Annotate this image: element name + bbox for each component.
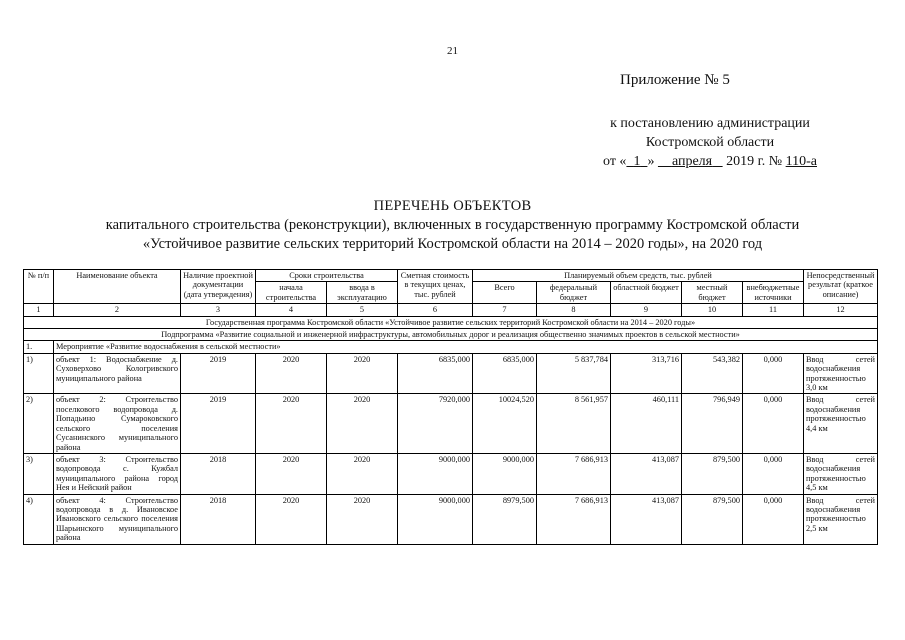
col-number: 7 bbox=[473, 304, 537, 316]
total-funds: 10024,520 bbox=[473, 394, 537, 453]
regional-budget: 413,087 bbox=[611, 494, 682, 544]
decree-day-value: 1 bbox=[633, 154, 641, 169]
table-row bbox=[24, 394, 878, 453]
decree-date-line bbox=[560, 152, 860, 171]
col-number: 12 bbox=[804, 304, 878, 316]
direct-result: Ввод сетей водоснабжения протяженностью 4,4 км bbox=[804, 394, 878, 453]
header-start: начала строительства bbox=[256, 282, 327, 304]
col-number: 1 bbox=[24, 304, 54, 316]
title-line-3: «Устойчивое развитие сельских территорий Костромской области на 2014 – 2020 годы», на 2020 год bbox=[142, 236, 763, 252]
date-prefix: от « bbox=[603, 154, 627, 169]
construction-start: 2020 bbox=[256, 453, 327, 494]
appendix-label: Приложение № 5 bbox=[620, 72, 730, 88]
estimated-cost: 6835,000 bbox=[398, 353, 473, 394]
title-line-2: капитального строительства (реконструкции), включенных в государственную программу Костромской области bbox=[105, 217, 800, 233]
date-mid: » bbox=[647, 154, 655, 169]
col-number: 5 bbox=[327, 304, 398, 316]
header-local: местный бюджет bbox=[682, 282, 743, 304]
total-funds: 8979,500 bbox=[473, 494, 537, 544]
commissioning-year: 2020 bbox=[327, 453, 398, 494]
object-name: объект 1: Водоснабжение д. Суховерхово Кологривского муниципального района bbox=[54, 353, 181, 394]
header-extra: внебюджетные источники bbox=[743, 282, 804, 304]
construction-start: 2020 bbox=[256, 394, 327, 453]
row-number: 4) bbox=[24, 494, 54, 544]
document-title bbox=[40, 197, 865, 254]
object-name: объект 3: Строительство водопровода с. Кужбал муниципального района город Нея и Нейский район bbox=[54, 453, 181, 494]
subprogram-title: Подпрограмма «Развитие социальной и инженерной инфраструктуры, автомобильных дорог и реализация общественно значимых проектов в сельской местности» bbox=[24, 329, 878, 341]
local-budget: 879,500 bbox=[682, 494, 743, 544]
decree-line-1: к постановлению администрации bbox=[610, 116, 810, 131]
object-name: объект 2: Строительство поселкового водопровода д. Попадьино Сумароковского сельского поселения Сусанинского муниципального района bbox=[54, 394, 181, 453]
header-total: Всего bbox=[473, 282, 537, 304]
header-result: Непосредственный результат (краткое описание) bbox=[804, 270, 878, 304]
object-rows bbox=[24, 353, 878, 544]
col-number: 11 bbox=[743, 304, 804, 316]
header-num: № п/п bbox=[24, 270, 54, 304]
federal-budget: 7 686,913 bbox=[537, 494, 611, 544]
header-planned: Планируемый объем средств, тыс. рублей bbox=[473, 270, 804, 282]
objects-table bbox=[23, 269, 878, 545]
col-number: 2 bbox=[54, 304, 181, 316]
decree-reference bbox=[560, 114, 860, 171]
total-funds: 6835,000 bbox=[473, 353, 537, 394]
col-number: 10 bbox=[682, 304, 743, 316]
header-name: Наименование объекта bbox=[54, 270, 181, 304]
local-budget: 796,949 bbox=[682, 394, 743, 453]
total-funds: 9000,000 bbox=[473, 453, 537, 494]
col-number: 8 bbox=[537, 304, 611, 316]
object-name: объект 4: Строительство водопровода в д. Ивановское Ивановского сельского поселения Шарьинского муниципального района bbox=[54, 494, 181, 544]
commissioning-year: 2020 bbox=[327, 394, 398, 453]
title-line-1: ПЕРЕЧЕНЬ ОБЪЕКТОВ bbox=[373, 198, 532, 214]
col-number: 4 bbox=[256, 304, 327, 316]
regional-budget: 313,716 bbox=[611, 353, 682, 394]
table-row bbox=[24, 453, 878, 494]
project-docs-date: 2018 bbox=[181, 453, 256, 494]
measure-title: Мероприятие «Развитие водоснабжения в сельской местности» bbox=[54, 341, 878, 353]
header-commission: ввода в эксплуатацию bbox=[327, 282, 398, 304]
decree-month bbox=[658, 154, 723, 169]
program-row bbox=[24, 316, 878, 328]
local-budget: 879,500 bbox=[682, 453, 743, 494]
col-number: 9 bbox=[611, 304, 682, 316]
direct-result: Ввод сетей водоснабжения протяженностью 3,0 км bbox=[804, 353, 878, 394]
header-docs: Наличие проектной документации (дата утверждения) bbox=[181, 270, 256, 304]
federal-budget: 5 837,784 bbox=[537, 353, 611, 394]
estimated-cost: 9000,000 bbox=[398, 494, 473, 544]
header-row-1 bbox=[24, 270, 878, 282]
federal-budget: 8 561,957 bbox=[537, 394, 611, 453]
decree-month-value: апреля bbox=[671, 154, 713, 169]
col-number: 3 bbox=[181, 304, 256, 316]
decree-line-2: Костромской области bbox=[645, 135, 775, 150]
federal-budget: 7 686,913 bbox=[537, 453, 611, 494]
extrabudgetary-funds: 0,000 bbox=[743, 394, 804, 453]
extrabudgetary-funds: 0,000 bbox=[743, 494, 804, 544]
estimated-cost: 7920,000 bbox=[398, 394, 473, 453]
header-regional: областной бюджет bbox=[611, 282, 682, 304]
measure-number: 1. bbox=[24, 341, 54, 353]
estimated-cost: 9000,000 bbox=[398, 453, 473, 494]
header-federal: федеральный бюджет bbox=[537, 282, 611, 304]
row-number: 1) bbox=[24, 353, 54, 394]
direct-result: Ввод сетей водоснабжения протяженностью 4,5 км bbox=[804, 453, 878, 494]
regional-budget: 460,111 bbox=[611, 394, 682, 453]
decree-year: 2019 г. № bbox=[726, 154, 783, 169]
page-number: 21 bbox=[447, 45, 458, 57]
column-numbers-row bbox=[24, 304, 878, 316]
project-docs-date: 2019 bbox=[181, 394, 256, 453]
table-row bbox=[24, 353, 878, 394]
local-budget: 543,382 bbox=[682, 353, 743, 394]
direct-result: Ввод сетей водоснабжения протяженностью 2,5 км bbox=[804, 494, 878, 544]
col-number: 6 bbox=[398, 304, 473, 316]
commissioning-year: 2020 bbox=[327, 353, 398, 394]
decree-day bbox=[626, 154, 647, 169]
row-number: 3) bbox=[24, 453, 54, 494]
header-terms: Сроки строительства bbox=[256, 270, 398, 282]
extrabudgetary-funds: 0,000 bbox=[743, 453, 804, 494]
project-docs-date: 2018 bbox=[181, 494, 256, 544]
construction-start: 2020 bbox=[256, 353, 327, 394]
commissioning-year: 2020 bbox=[327, 494, 398, 544]
construction-start: 2020 bbox=[256, 494, 327, 544]
row-number: 2) bbox=[24, 394, 54, 453]
subprogram-row bbox=[24, 329, 878, 341]
extrabudgetary-funds: 0,000 bbox=[743, 353, 804, 394]
regional-budget: 413,087 bbox=[611, 453, 682, 494]
project-docs-date: 2019 bbox=[181, 353, 256, 394]
program-title: Государственная программа Костромской области «Устойчивое развитие сельских территорий Костромской области на 2014 – 2020 годы» bbox=[24, 316, 878, 328]
measure-row bbox=[24, 341, 878, 353]
table-row bbox=[24, 494, 878, 544]
header-estimate: Сметная стоимость в текущих ценах, тыс. рублей bbox=[398, 270, 473, 304]
decree-number: 110-а bbox=[785, 154, 817, 169]
